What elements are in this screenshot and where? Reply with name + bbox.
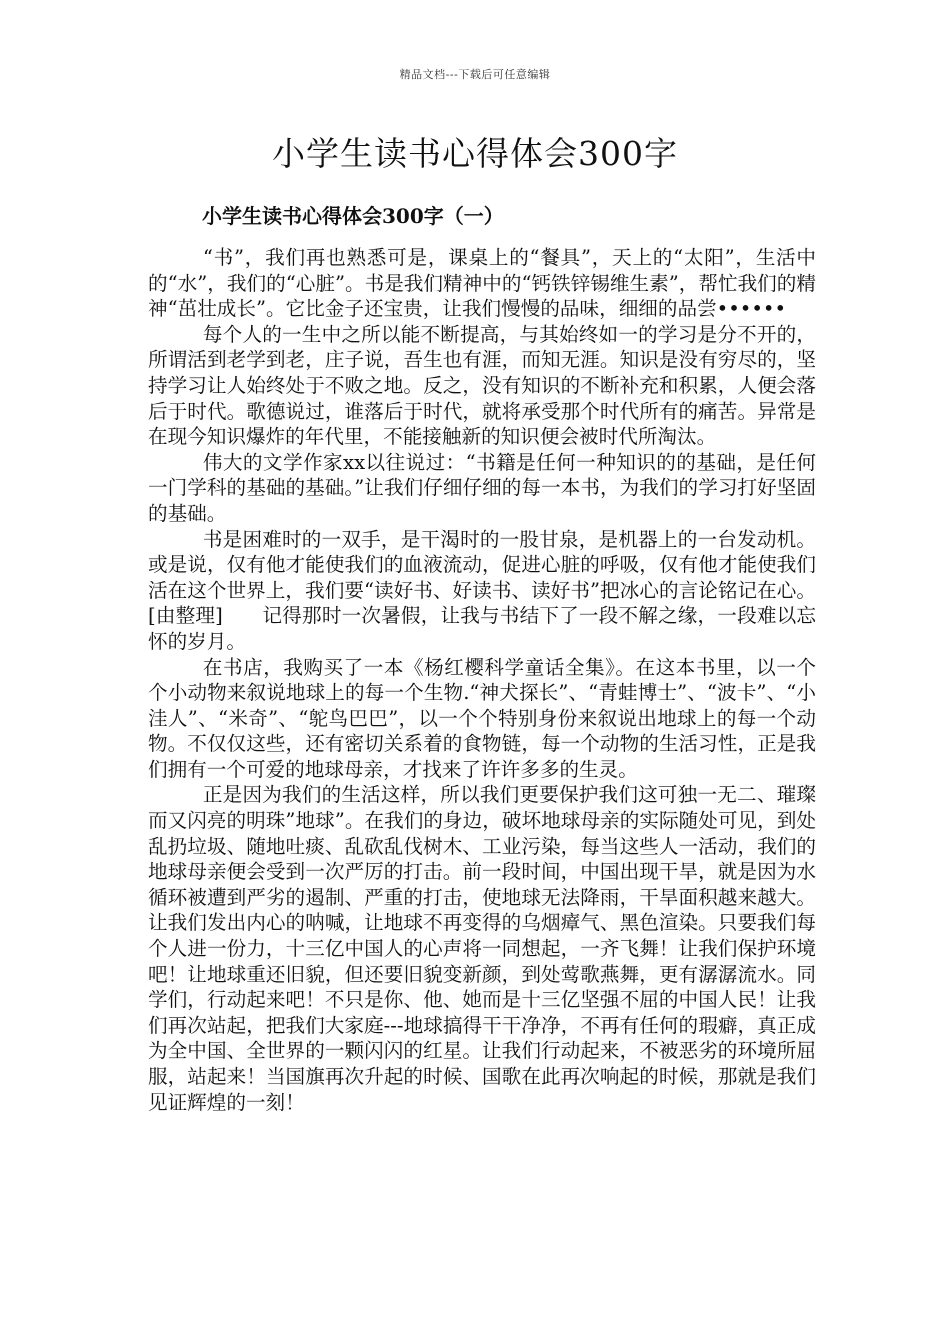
body-paragraph: 伟大的文学作家xx以往说过：“书籍是任何一种知识的的基础，是任何一门学科的基础的基础。”让我们仔细仔细的每一本书，为我们的学习打好坚固的基础。 [148, 450, 816, 525]
document-subtitle: 小学生读书心得体会300字（一） [202, 204, 504, 228]
body-paragraph: 正是因为我们的生活这样，所以我们更要保护我们这可独一无二、璀璨而又闪亮的明珠”地球”。在我们的身边，破坏地球母亲的实际随处可见，到处乱扔垃圾、随地吐痰、乱砍乱伐树木、工业污染，每当这些人一活动，我们的地球母亲便会受到一次严厉的打击。前一段时间，中国出现干旱，就是因为水循环被遭到严劣的遏制、严重的打击，使地球无法降雨，干旱面积越来越大。让我们发出内心的呐喊，让地球不再变得的乌烟瘴气、黑色渲染。只要我们每个人进一份力，十三亿中国人的心声将一同想起，一齐飞舞！让我们保护环境吧！让地球重还旧貌，但还要旧貌变新颜，到处莺歌燕舞，更有潺潺流水。同学们，行动起来吧！不只是你、他、她而是十三亿坚强不屈的中国人民！让我们再次站起，把我们大家庭---地球搞得干干净净，不再有任何的瑕癖，真正成为全中国、全世界的一颗闪闪的红星。让我们行动起来，不被恶劣的环境所屈服，站起来！当国旗再次升起的时候、国歌在此再次响起的时候，那就是我们见证辉煌的一刻！ [148, 783, 816, 1114]
body-paragraph: 在书店，我购买了一本《杨红樱科学童话全集》。在这本书里，以一个个小动物来叙说地球上的每一个生物.“神犬探长”、“青蛙博士”、“波卡”、“小洼人”、“米奇”、“鸵鸟巴巴”，以一个个特别身份来叙说出地球上的每一个动物。不仅仅这些，还有密切关系着的食物链，每一个动物的生活习性，正是我们拥有一个可爱的地球母亲，才找来了许许多多的生灵。 [148, 655, 816, 781]
body-paragraph: 每个人的一生中之所以能不断提高，与其始终如一的学习是分不开的，所谓活到老学到老，庄子说，吾生也有涯，而知无涯。知识是没有穷尽的，坚持学习让人始终处于不败之地。反之，没有知识的不断补充和积累，人便会落后于时代。歌德说过，谁落后于时代，就将承受那个时代所有的痛苦。异常是在现今知识爆炸的年代里，不能接触新的知识便会被时代所淘汰。 [148, 322, 816, 449]
document-body [148, 245, 816, 1115]
body-paragraph: 书是困难时的一双手，是干渴时的一股甘泉，是机器上的一台发动机。或是说，仅有他才能使我们的血液流动，促进心脏的呼吸，仅有他才能使我们活在这个世界上，我们要“读好书、好读书、读好书”把冰心的言论铭记在心。[由整理] 记得那时一次暑假，让我与书结下了一段不解之缘，一段难以忘怀的岁月。 [148, 527, 816, 653]
header-note: 精品文档---下载后可任意编辑 [399, 68, 551, 81]
document-title: 小学生读书心得体会300字 [272, 134, 678, 173]
body-paragraph: “书”，我们再也熟悉可是，课桌上的“餐具”，天上的“太阳”，生活中的“水”，我们的“心脏”。书是我们精神中的“钙铁锌锡维生素”，帮忙我们的精神“茁壮成长”。它比金子还宝贵，让我们慢慢的品味，细细的品尝•••••• [148, 246, 816, 321]
